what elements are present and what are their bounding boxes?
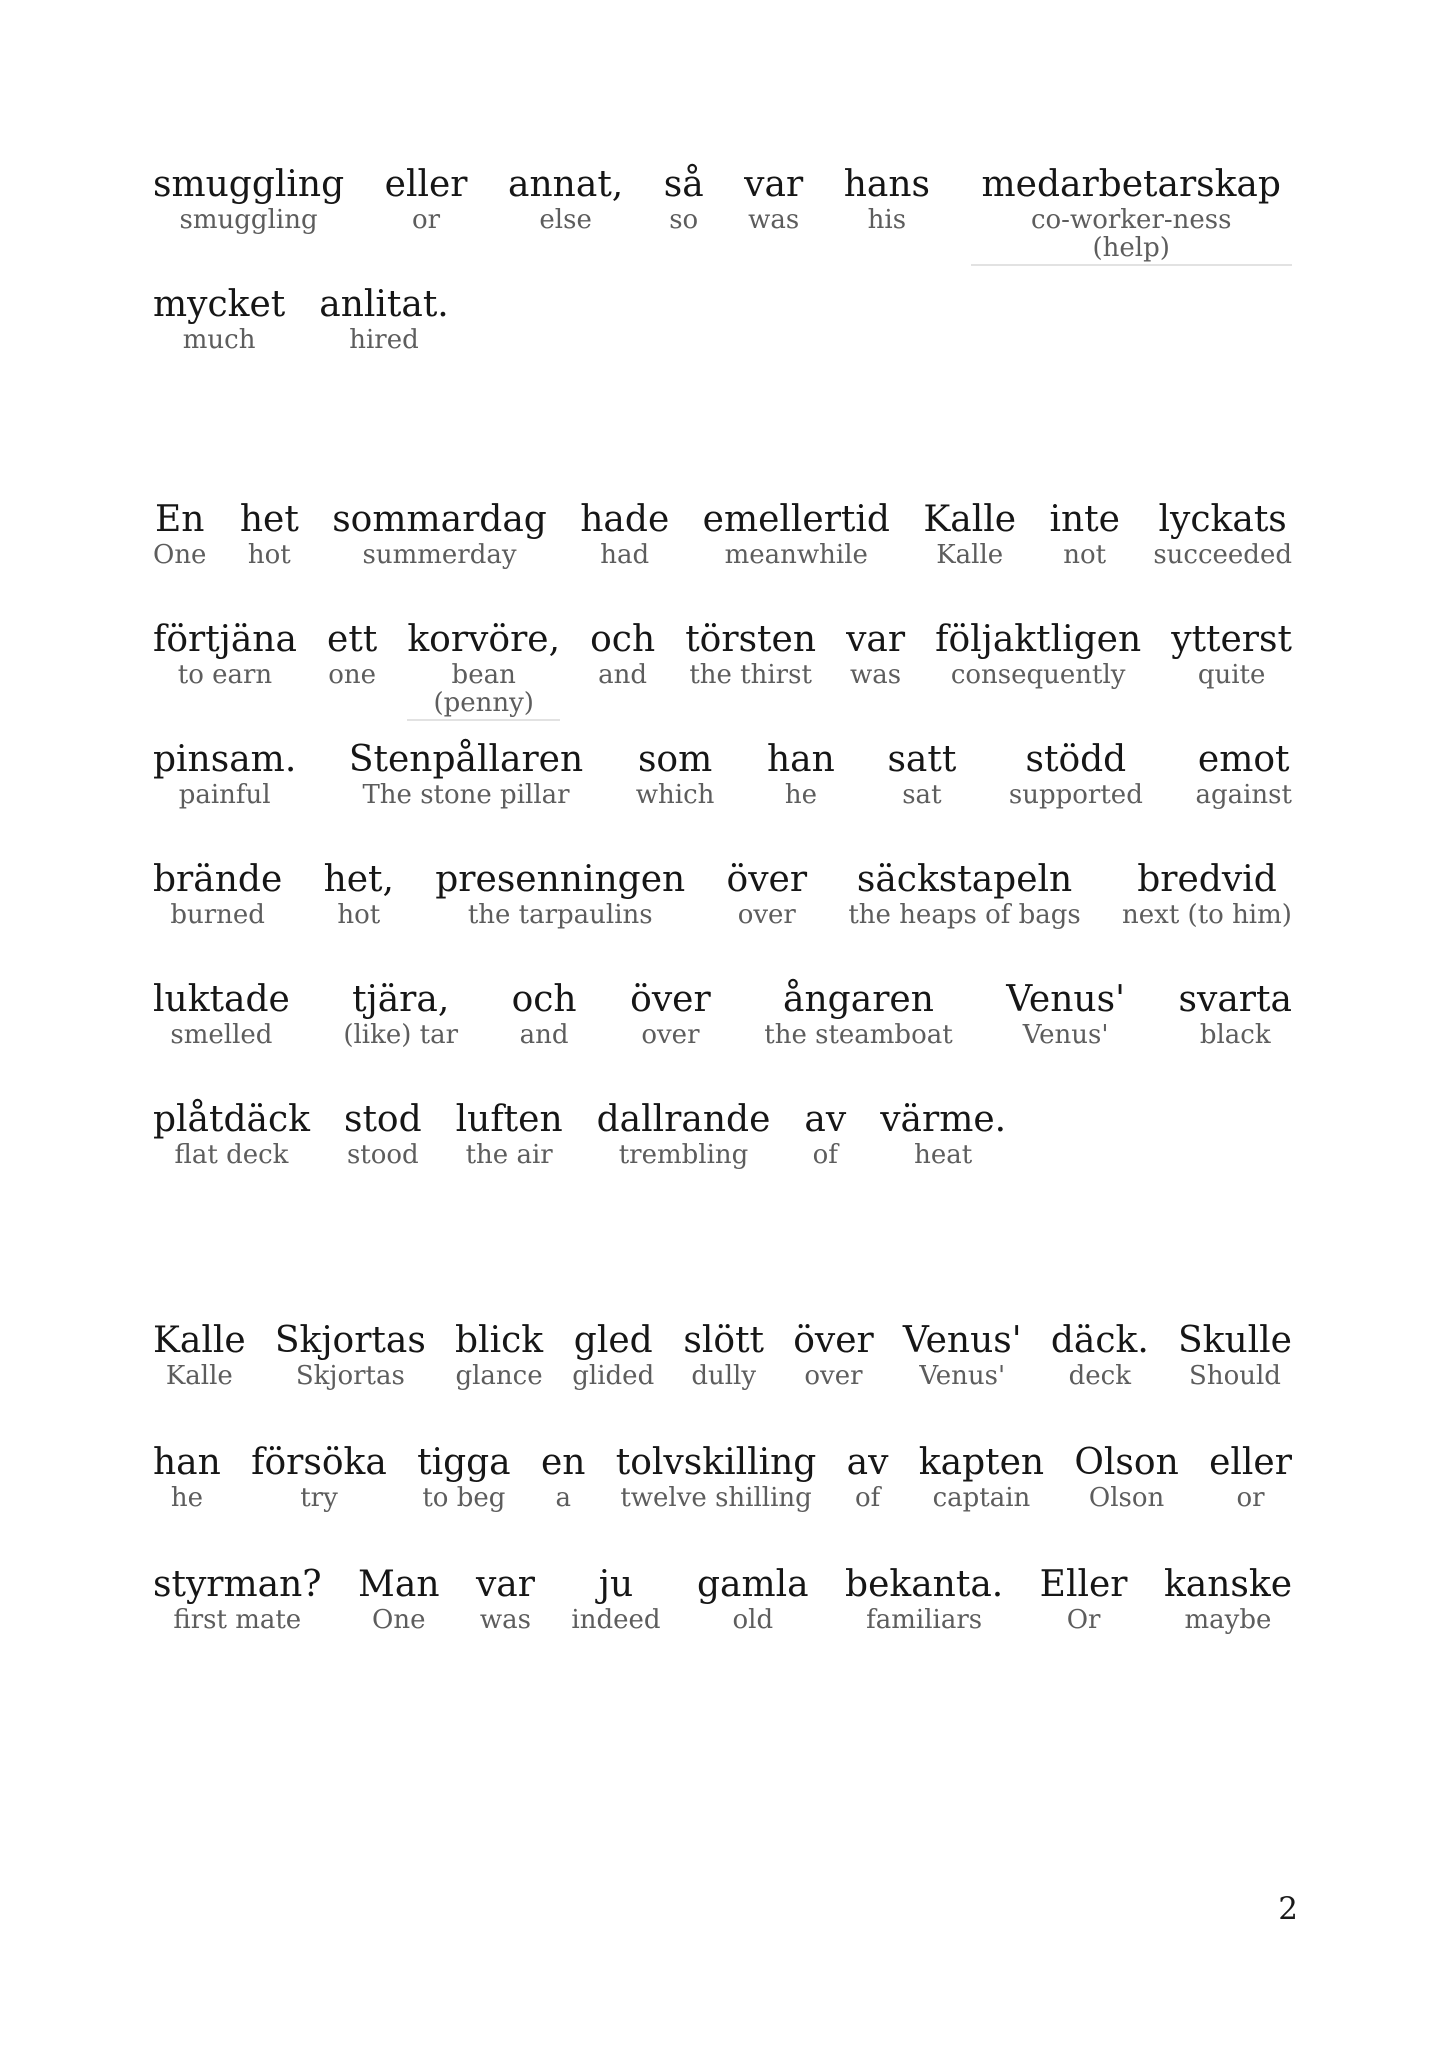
swedish-word: Venus'	[902, 1320, 1022, 1361]
gloss: had	[600, 540, 650, 570]
gloss: deck	[1068, 1361, 1131, 1391]
word-block	[275, 1322, 426, 1391]
word-block	[636, 741, 715, 810]
word-block	[153, 1566, 322, 1635]
swedish-word: följaktligen	[935, 619, 1142, 660]
swedish-word: han	[153, 1442, 221, 1483]
gloss: glided	[572, 1361, 655, 1391]
swedish-word: som	[637, 739, 713, 780]
word-block	[153, 621, 297, 690]
gloss: smelled	[170, 1020, 273, 1050]
word-block	[1195, 741, 1292, 810]
word-block	[153, 166, 344, 235]
word-block	[847, 1444, 889, 1513]
gloss: meanwhile	[724, 540, 868, 570]
swedish-word: över	[793, 1320, 874, 1361]
gloss: quite	[1197, 660, 1266, 690]
gloss: summerday	[362, 540, 517, 570]
swedish-word: törsten	[685, 619, 816, 660]
word-block	[153, 981, 290, 1050]
gloss: was	[479, 1605, 532, 1635]
gloss: black	[1199, 1020, 1271, 1050]
gloss: co-worker-ness	[1030, 205, 1232, 235]
word-block	[332, 501, 547, 570]
gloss: hired	[349, 325, 419, 355]
gloss: the steamboat	[764, 1020, 953, 1050]
swedish-word: försöka	[251, 1442, 387, 1483]
swedish-word: luktade	[153, 979, 290, 1020]
word-block	[767, 741, 835, 810]
word-block	[846, 621, 905, 690]
word-block	[697, 1566, 809, 1635]
word-block	[153, 1101, 310, 1170]
interlinear-line-3	[153, 501, 1292, 570]
word-block	[1153, 501, 1292, 570]
gloss: sat	[902, 780, 942, 810]
swedish-word: hans	[843, 164, 930, 205]
gloss: he	[170, 1483, 203, 1513]
swedish-word: eller	[1209, 1442, 1292, 1483]
gloss: flat deck	[174, 1140, 289, 1170]
swedish-word: blick	[455, 1320, 544, 1361]
gloss: which	[635, 780, 715, 810]
word-block	[1122, 861, 1292, 930]
word-block	[572, 1322, 654, 1391]
word-block	[455, 1322, 543, 1391]
word-block	[407, 621, 560, 721]
swedish-word: ytterst	[1171, 619, 1292, 660]
gloss: first mate	[173, 1605, 302, 1635]
gloss: the air	[465, 1140, 553, 1170]
gloss: Kalle	[165, 1361, 233, 1391]
word-block	[935, 621, 1141, 690]
gloss: Olson	[1088, 1483, 1165, 1513]
word-block	[793, 1322, 874, 1391]
swedish-word: dallrande	[596, 1099, 771, 1140]
gloss: stood	[346, 1140, 419, 1170]
word-block	[153, 861, 282, 930]
gloss: he	[784, 780, 817, 810]
word-block	[1179, 981, 1292, 1050]
gloss: indeed	[571, 1605, 661, 1635]
gloss: next (to him)	[1122, 900, 1292, 930]
swedish-word: bredvid	[1137, 859, 1277, 900]
swedish-word: smuggling	[153, 164, 345, 205]
interlinear-line-11	[153, 1566, 1292, 1635]
gloss: glance	[455, 1361, 543, 1391]
swedish-word: bekanta.	[845, 1564, 1004, 1605]
swedish-word: Kalle	[923, 499, 1017, 540]
swedish-word: hade	[580, 499, 670, 540]
swedish-word: het	[239, 499, 299, 540]
word-block	[845, 1566, 1003, 1635]
gloss: was	[850, 660, 902, 690]
word-block	[1074, 1444, 1178, 1513]
word-block	[1049, 501, 1119, 570]
gloss-secondary: (penny)	[433, 688, 534, 718]
swedish-word: ångaren	[783, 979, 934, 1020]
swedish-word: emot	[1197, 739, 1290, 780]
swedish-word: Skjortas	[274, 1320, 426, 1361]
word-block	[385, 166, 468, 235]
gloss: old	[732, 1605, 774, 1635]
swedish-word: Eller	[1039, 1564, 1128, 1605]
gloss: Venus'	[1022, 1020, 1109, 1050]
interlinear-line-7	[153, 981, 1292, 1050]
gloss: against	[1195, 780, 1292, 810]
word-block	[919, 1444, 1044, 1513]
gloss: twelve shilling	[620, 1483, 812, 1513]
word-block	[1171, 621, 1292, 690]
swedish-word: slött	[683, 1320, 765, 1361]
gloss: of	[812, 1140, 838, 1170]
gloss: or	[412, 205, 441, 235]
word-block	[417, 1444, 511, 1513]
word-block	[580, 501, 669, 570]
word-block	[1009, 741, 1143, 810]
swedish-word: emellertid	[702, 499, 890, 540]
swedish-word: en	[540, 1442, 586, 1483]
swedish-word: En	[154, 499, 205, 540]
swedish-word: Skulle	[1177, 1320, 1292, 1361]
swedish-word: förtjäna	[153, 619, 297, 660]
word-block	[349, 741, 583, 810]
swedish-word: Olson	[1074, 1442, 1179, 1483]
swedish-word: så	[663, 164, 704, 205]
swedish-word: och	[590, 619, 656, 660]
word-block	[153, 1444, 221, 1513]
gloss: dully	[691, 1361, 757, 1391]
swedish-word: stod	[343, 1099, 422, 1140]
interlinear-line-4	[153, 621, 1292, 721]
swedish-word: satt	[887, 739, 957, 780]
swedish-word: eller	[384, 164, 468, 205]
swedish-word: var	[846, 619, 906, 660]
word-block	[804, 1101, 846, 1170]
word-block	[358, 1566, 440, 1635]
word-block	[541, 1444, 586, 1513]
swedish-word: gamla	[696, 1564, 809, 1605]
swedish-word: ett	[327, 619, 378, 660]
word-block	[456, 1101, 563, 1170]
swedish-word: lyckats	[1158, 499, 1287, 540]
word-block	[153, 741, 296, 810]
swedish-word: var	[475, 1564, 535, 1605]
gloss: bean	[451, 660, 516, 690]
interlinear-line-9	[153, 1322, 1292, 1391]
swedish-word: pinsam.	[153, 739, 297, 780]
word-block	[153, 1322, 246, 1391]
swedish-word: Kalle	[153, 1320, 246, 1361]
word-block	[903, 1322, 1022, 1391]
interlinear-line-10	[153, 1444, 1292, 1513]
swedish-word: anlitat.	[319, 284, 449, 325]
gloss: familiars	[866, 1605, 983, 1635]
gloss: One	[372, 1605, 426, 1635]
swedish-word: tjära,	[352, 979, 450, 1020]
gloss: the tarpaulins	[467, 900, 653, 930]
swedish-word: tigga	[417, 1442, 511, 1483]
swedish-word: värme.	[880, 1099, 1007, 1140]
swedish-word: medarbetarskap	[981, 164, 1281, 205]
swedish-word: presenningen	[435, 859, 686, 900]
gloss: hot	[247, 540, 291, 570]
word-block	[590, 621, 655, 690]
word-block	[343, 981, 458, 1050]
word-block	[887, 741, 956, 810]
swedish-word: över	[630, 979, 711, 1020]
swedish-word: plåtdäck	[153, 1099, 310, 1140]
swedish-word: Venus'	[1006, 979, 1125, 1020]
interlinear-line-1	[153, 166, 1292, 266]
swedish-word: däck.	[1050, 1320, 1149, 1361]
word-block	[508, 166, 623, 235]
swedish-word: ju	[598, 1564, 634, 1605]
gloss: else	[539, 205, 592, 235]
word-block	[240, 501, 299, 570]
word-block	[319, 286, 449, 355]
interlinear-line-8	[153, 1101, 1292, 1170]
gloss: or	[1236, 1483, 1265, 1513]
gloss: Or	[1066, 1605, 1101, 1635]
gloss: the thirst	[689, 660, 812, 690]
word-block	[1040, 1566, 1128, 1635]
gloss: Kalle	[936, 540, 1004, 570]
page-number: 2	[1278, 1891, 1298, 1927]
word-block	[435, 861, 685, 930]
word-block	[727, 861, 808, 930]
gloss: try	[300, 1483, 338, 1513]
word-block	[744, 166, 803, 235]
swedish-word: mycket	[153, 284, 286, 325]
gloss: was	[748, 205, 800, 235]
swedish-word: var	[744, 164, 804, 205]
word-block	[251, 1444, 387, 1513]
gloss: painful	[178, 780, 271, 810]
gloss: over	[737, 900, 796, 930]
gloss: supported	[1008, 780, 1143, 810]
interlinear-line-5	[153, 741, 1292, 810]
swedish-word: över	[726, 859, 808, 900]
gloss: heat	[914, 1140, 973, 1170]
swedish-word: kanske	[1163, 1564, 1292, 1605]
gloss: not	[1063, 540, 1107, 570]
swedish-word: Stenpållaren	[348, 739, 584, 780]
word-block	[664, 166, 704, 235]
word-block	[327, 621, 377, 690]
swedish-word: gled	[573, 1320, 653, 1361]
swedish-word: inte	[1049, 499, 1120, 540]
swedish-word: korvöre,	[407, 619, 561, 660]
word-block	[153, 501, 206, 570]
gloss: Should	[1189, 1361, 1281, 1391]
interlinear-line-6	[153, 861, 1292, 930]
swedish-word: tolvskilling	[615, 1442, 817, 1483]
word-block	[1006, 981, 1125, 1050]
gloss: and	[598, 660, 648, 690]
gloss: to earn	[177, 660, 273, 690]
word-block	[1051, 1322, 1149, 1391]
gloss: and	[519, 1020, 569, 1050]
swedish-word: het,	[323, 859, 394, 900]
gloss: consequently	[950, 660, 1126, 690]
gloss: trembling	[618, 1140, 749, 1170]
word-block	[630, 981, 711, 1050]
gloss: his	[867, 205, 907, 235]
word-block	[153, 286, 285, 355]
gloss: smuggling	[179, 205, 318, 235]
swedish-word: kapten	[918, 1442, 1045, 1483]
gloss: captain	[932, 1483, 1031, 1513]
swedish-word: brände	[153, 859, 283, 900]
swedish-word: luften	[455, 1099, 563, 1140]
swedish-word: han	[767, 739, 835, 780]
gloss: Skjortas	[295, 1361, 405, 1391]
gloss: much	[182, 325, 256, 355]
gloss: a	[555, 1483, 571, 1513]
gloss: Venus'	[919, 1361, 1006, 1391]
swedish-word: och	[511, 979, 577, 1020]
word-block	[683, 1322, 764, 1391]
word-block	[1178, 1322, 1292, 1391]
gloss: so	[669, 205, 699, 235]
gloss: One	[153, 540, 207, 570]
gloss: to beg	[422, 1483, 506, 1513]
gloss-secondary: (help)	[1092, 233, 1170, 263]
word-block	[1164, 1566, 1292, 1635]
word-block	[1209, 1444, 1292, 1513]
gloss: (like) tar	[343, 1020, 459, 1050]
gloss: succeeded	[1153, 540, 1292, 570]
gloss: over	[641, 1020, 700, 1050]
swedish-word: av	[846, 1442, 889, 1483]
gloss: over	[804, 1361, 863, 1391]
word-block	[844, 166, 930, 235]
gloss: hot	[337, 900, 381, 930]
gloss: of	[854, 1483, 881, 1513]
swedish-word: svarta	[1178, 979, 1292, 1020]
swedish-word: Man	[358, 1564, 440, 1605]
word-block	[703, 501, 890, 570]
swedish-word: styrman?	[153, 1564, 322, 1605]
word-block	[571, 1566, 660, 1635]
word-block	[344, 1101, 422, 1170]
word-block	[764, 981, 952, 1050]
swedish-word: stödd	[1025, 739, 1127, 780]
swedish-word: annat,	[508, 164, 624, 205]
swedish-word: sommardag	[332, 499, 547, 540]
word-block	[685, 621, 816, 690]
word-block	[880, 1101, 1006, 1170]
gloss: the heaps of bags	[848, 900, 1081, 930]
interlinear-line-2	[153, 286, 1292, 355]
gloss: The stone pillar	[362, 780, 570, 810]
swedish-word: av	[804, 1099, 847, 1140]
word-block	[971, 166, 1292, 266]
gloss: maybe	[1184, 1605, 1272, 1635]
gloss: one	[328, 660, 377, 690]
swedish-word: säckstapeln	[856, 859, 1073, 900]
word-block	[616, 1444, 817, 1513]
word-block	[923, 501, 1016, 570]
word-block	[512, 981, 577, 1050]
gloss: burned	[170, 900, 265, 930]
word-block	[324, 861, 394, 930]
word-block	[848, 861, 1080, 930]
word-block	[476, 1566, 535, 1635]
word-block	[597, 1101, 771, 1170]
